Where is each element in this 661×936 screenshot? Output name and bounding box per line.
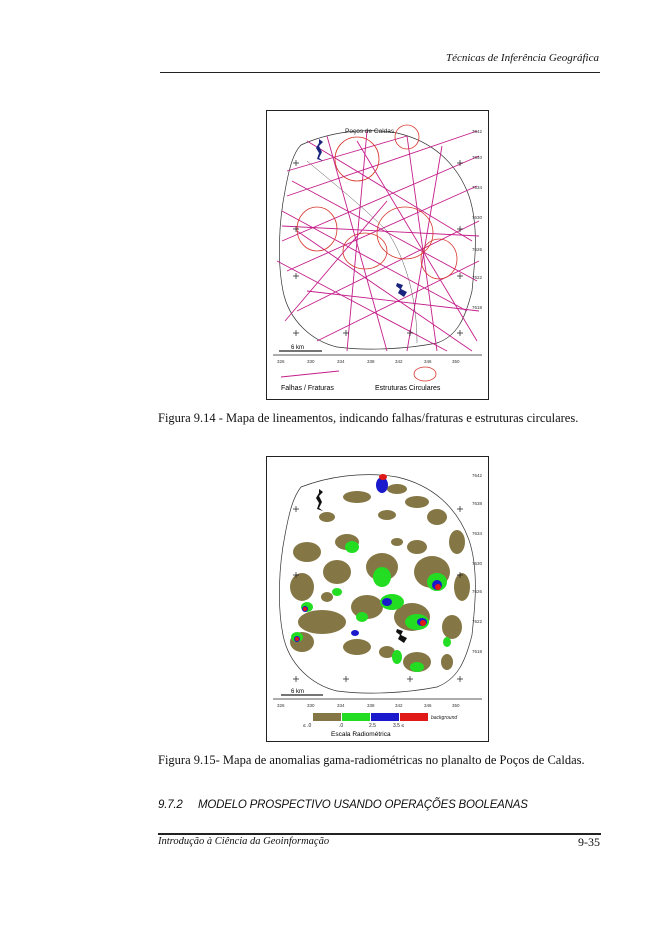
legend-class-label: 2.5: [369, 723, 376, 729]
grid-crosses: [293, 160, 463, 336]
footer-rule: [158, 833, 601, 835]
legend-class-label: .0: [339, 723, 344, 729]
y-tick: 7642: [472, 129, 483, 134]
header-rule: [160, 72, 600, 73]
legend-background-label: background: [431, 715, 458, 721]
x-tick: 346: [424, 359, 432, 364]
x-tick: 326: [277, 703, 285, 708]
x-tick: 330: [307, 703, 315, 708]
radiometric-map-figure: [266, 456, 489, 742]
grid-crosses: [293, 506, 463, 682]
legend-swatch-high: [371, 713, 399, 721]
legend-title: Escala Radiométrica: [331, 731, 391, 738]
legend-swatch-mid: [342, 713, 370, 721]
x-tick: 350: [452, 703, 460, 708]
figure-caption-9-15: Figura 9.15- Mapa de anomalias gama-radiométricas no planalto de Poços de Caldas.: [158, 753, 585, 767]
scale-label: 6 km: [291, 689, 305, 695]
legend-line-symbol: [281, 371, 339, 377]
x-tick: 338: [367, 359, 375, 364]
section-number: 9.7.2: [158, 799, 183, 811]
legend-circle-symbol: [414, 367, 436, 381]
y-tick: 7622: [472, 275, 483, 280]
x-tick: 346: [424, 703, 432, 708]
y-tick: 7634: [472, 185, 483, 190]
legend-class-label: 3.5 ≤: [393, 723, 405, 729]
y-tick: 7640: [472, 155, 483, 160]
section-heading: [158, 799, 528, 811]
drainage: [316, 139, 407, 297]
legend-class-label: ≤ .0: [303, 723, 312, 729]
figure-caption-9-14: Figura 9.14 - Mapa de lineamentos, indicando falhas/fraturas e estruturas circulares.: [158, 411, 579, 425]
map-label: Poços de Caldas: [345, 128, 395, 135]
legend-lines-label: Falhas / Fraturas: [281, 385, 334, 392]
x-tick: 342: [395, 703, 403, 708]
x-tick: 330: [307, 359, 315, 364]
lineament-map: [267, 111, 488, 399]
radiometric-map: [267, 457, 488, 741]
lineament-map-figure: [266, 110, 489, 400]
y-tick: 7626: [472, 589, 483, 594]
legend-circles-label: Estruturas Circulares: [375, 385, 441, 392]
footer-book-title: Introdução à Ciência da Geoinformação: [158, 836, 330, 847]
y-tick: 7642: [472, 473, 483, 478]
x-tick: 334: [337, 359, 345, 364]
x-tick: 350: [452, 359, 460, 364]
y-tick: 7630: [472, 561, 483, 566]
y-tick: 7618: [472, 649, 483, 654]
x-tick: 334: [337, 703, 345, 708]
legend-swatch-low: [313, 713, 341, 721]
running-head: Técnicas de Inferência Geográfica: [445, 52, 599, 64]
y-tick: 7638: [472, 501, 483, 506]
y-tick: 7630: [472, 215, 483, 220]
x-tick: 342: [395, 359, 403, 364]
y-tick: 7618: [472, 305, 483, 310]
y-tick: 7634: [472, 531, 483, 536]
y-tick: 7622: [472, 619, 483, 624]
page-number: 9-35: [578, 835, 600, 849]
x-tick: 338: [367, 703, 375, 708]
x-tick: 326: [277, 359, 285, 364]
y-tick: 7626: [472, 247, 483, 252]
section-title: MODELO PROSPECTIVO USANDO OPERAÇÕES BOOLEANAS: [198, 799, 528, 811]
legend-swatch-top: [400, 713, 428, 721]
scale-label: 6 km: [291, 345, 305, 351]
